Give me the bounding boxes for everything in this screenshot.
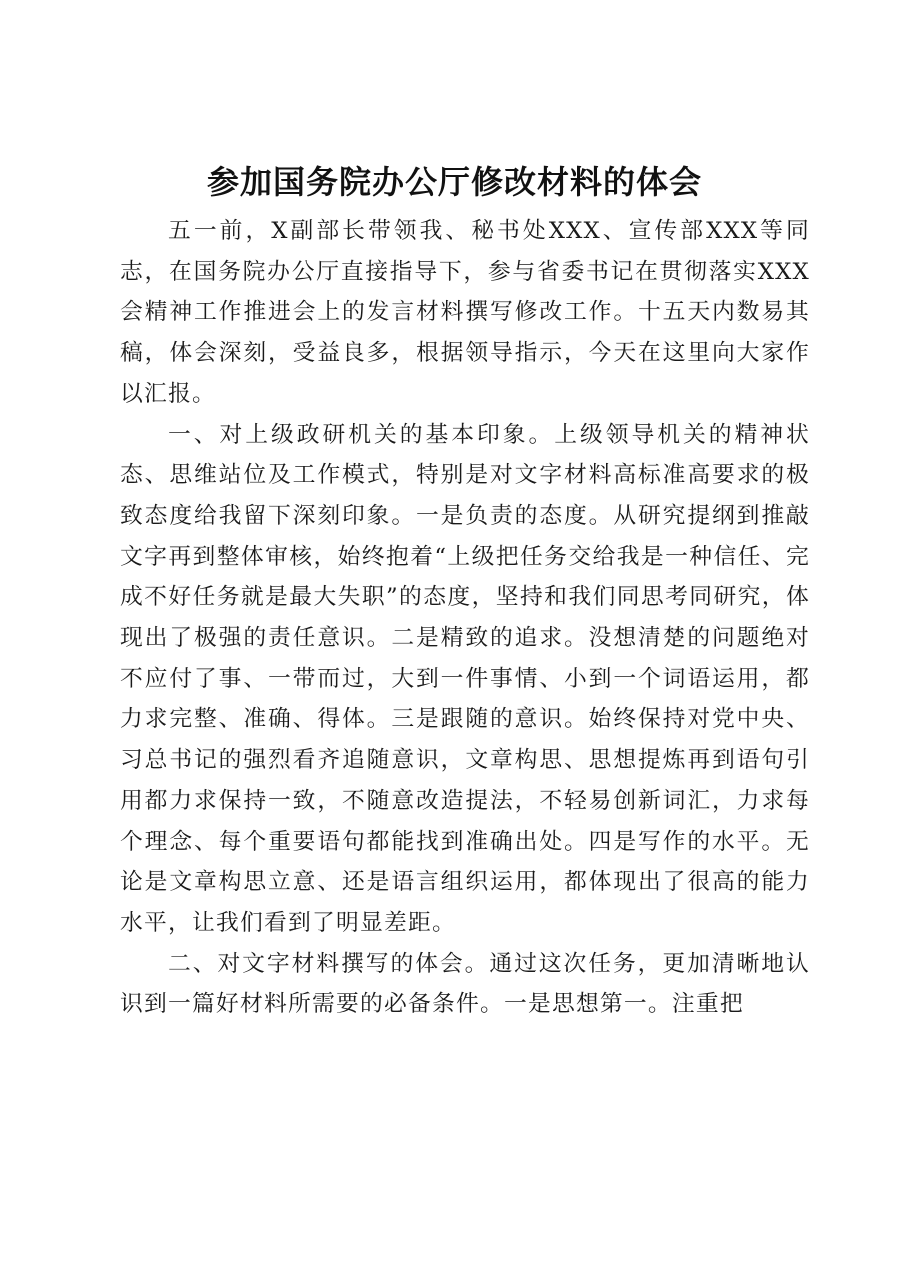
paragraph-intro: 五一前，X副部长带领我、秘书处XXX、宣传部XXX等同志，在国务院办公厅直接指导下，参与省委书记在贯彻落实XXX会精神工作推进会上的发言材料撰写修改工作。十五天内数易其稿，体会深刻，受益良多，根据领导指示，今天在这里向大家作以汇报。: [120, 218, 810, 407]
document-body: [120, 211, 810, 1025]
paragraph-writing-insights: 二、对文字材料撰写的体会。通过这次任务，更加清晰地认识到一篇好材料所需要的必备条件。一是思想第一。注重把: [120, 950, 810, 1018]
document-title: 参加国务院办公厅修改材料的体会: [206, 163, 702, 201]
paragraph-impressions: 一、对上级政研机关的基本印象。上级领导机关的精神状态、思维站位及工作模式，特别是对文字材料高标准高要求的极致态度给我留下深刻印象。一是负责的态度。从研究提纲到推敲文字再到整体审核，始终抱着“上级把任务交给我是一种信任、完成不好任务就是最大失职”的态度，坚持和我们同思考同研究，体现出了极强的责任意识。二是精致的追求。没想清楚的问题绝对不应付了事、一带而过，大到一件事情、小到一个词语运用，都力求完整、准确、得体。三是跟随的意识。始终保持对党中央、习总书记的强烈看齐追随意识，文章构思、思想提炼再到语句引用都力求保持一致，不随意改造提法，不轻易创新词汇，力求每个理念、每个重要语句都能找到准确出处。四是写作的水平。无论是文章构思立意、还是语言组织运用，都体现出了很高的能力水平，让我们看到了明显差距。: [120, 421, 810, 936]
